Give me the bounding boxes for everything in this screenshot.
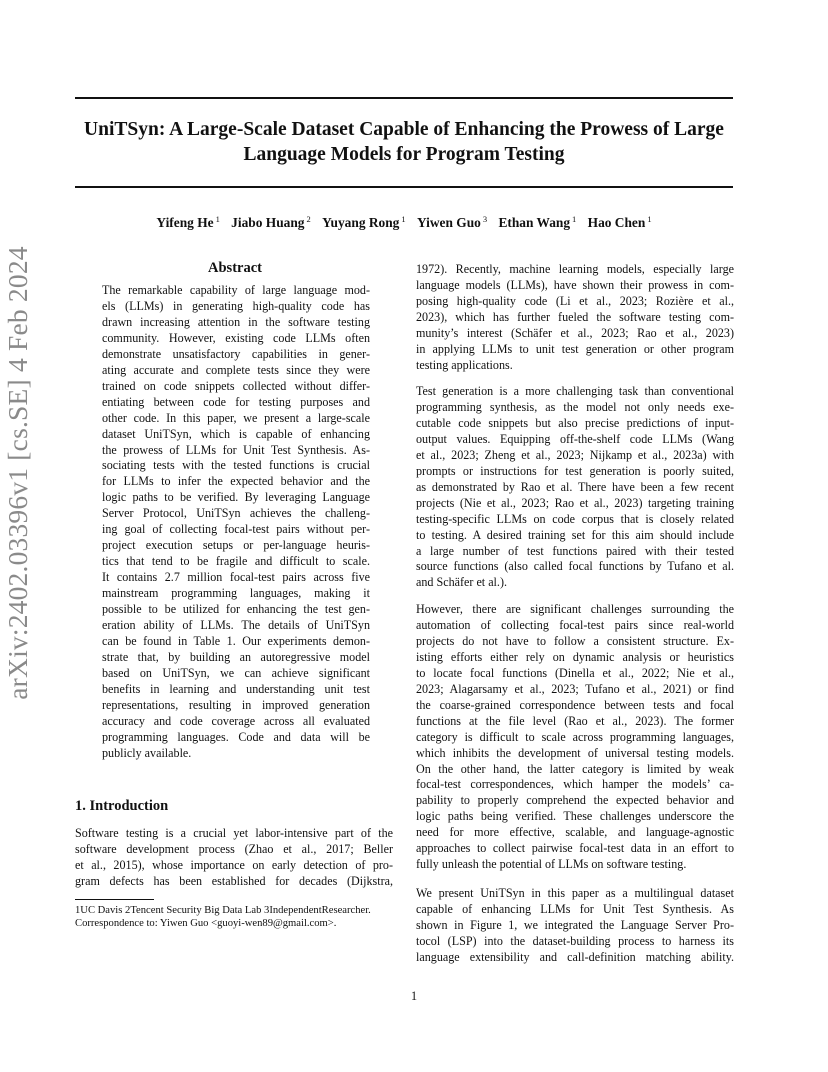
author-list xyxy=(75,214,733,231)
text-line: strate that, by building an autoregressive model xyxy=(102,649,370,664)
text-line: other code. In this paper, we present a large-scale xyxy=(102,410,370,425)
text-line: et al., 2023; Zheng et al., 2023; Nijkamp et al., 2023a) with xyxy=(416,447,734,462)
text-line: representations, resulting in improved generation xyxy=(102,697,370,712)
text-line: The remarkable capability of large language mod- xyxy=(102,283,370,297)
intro-paragraph-4 xyxy=(416,886,734,966)
text-line: logic paths to be verified. By leveraging Language xyxy=(102,490,370,505)
text-line: wen89@gmail.com>. xyxy=(244,918,337,930)
intro-paragraph-2 xyxy=(416,384,734,591)
author: Yiwen Guo $^3$ xyxy=(416,214,488,230)
text-line: testing-specific LLMs on code corpus that is closely related xyxy=(416,511,734,526)
text-line: gram defects has been established for decades (Dijkstra, xyxy=(75,873,393,888)
text-line: category is difficult to scale across programming languages, xyxy=(416,729,734,744)
text-line: ing goal of collecting focal-test pairs without per- xyxy=(102,522,370,537)
text-line: It contains 2.7 million focal-test pairs across five xyxy=(102,570,370,585)
text-line: entiating between code for testing purposes and xyxy=(102,394,370,409)
text-line: On the other hand, the latter category is limited by weak xyxy=(416,761,734,776)
text-line: Test generation is a more challenging task than conventional xyxy=(416,384,734,398)
author: Hao Chen $^1$ xyxy=(587,214,652,230)
text-line: benefits in learning and understanding unit test xyxy=(102,681,370,696)
title-line-1: UniTSyn: A Large-Scale Dataset Capable of Enhancing the Prowess of Large xyxy=(84,119,724,140)
text-line: tics that tend to be fragile and difficult to scale. xyxy=(102,554,370,569)
text-line: cutable code snippets but also precise predictions of input- xyxy=(416,415,734,430)
text-line: Researcher. Correspondence to: Yiwen Guo <guoyi- xyxy=(75,905,371,930)
text-line: Software testing is a crucial yet labor-intensive part of the xyxy=(75,826,393,840)
text-line: testing applications. xyxy=(416,357,513,372)
abstract-body xyxy=(102,283,370,762)
text-line: for LLMs to infer the expected behavior and the xyxy=(102,474,370,489)
text-line: pability to properly comprehend the expected behavior and xyxy=(416,793,734,808)
text-line: demonstrate unsatisfactory capabilities in gener- xyxy=(102,346,370,361)
text-line: Server Protocol, UniTSyn achieves the challeng- xyxy=(102,506,370,521)
text-line: isting efforts either rely on dynamic analysis or heuristics xyxy=(416,649,734,664)
text-line: posing high-quality code (Li et al., 2023; Rozière et al., xyxy=(416,293,734,308)
text-line: can be found in Table 1. Our experiments demon- xyxy=(102,633,370,648)
title-line-2: Language Models for Program Testing xyxy=(243,144,565,165)
text-line: trained on code snippets collected without differ- xyxy=(102,378,370,393)
text-line: language models (LLMs), have shown their prowess in com- xyxy=(416,277,734,292)
text-line: source functions (also called focal functions by Tufano et al. xyxy=(416,559,734,574)
text-line: munity’s interest (Schäfer et al., 2023; Rao et al., 2023) xyxy=(416,325,734,340)
text-line: fully unleash the potential of LLMs on software testing. xyxy=(416,857,687,872)
intro-paragraph-1-cont xyxy=(416,262,734,374)
text-line: community. However, existing code LLMs often xyxy=(102,330,370,345)
section-heading-introduction: 1. Introduction xyxy=(75,798,169,814)
text-line: els (LLMs) in generating high-quality code has xyxy=(102,298,370,313)
text-line: based on UniTSyn, we can achieve significant xyxy=(102,665,370,680)
text-line: the prowess of LLMs for Unit Test Synthesis. As- xyxy=(102,442,370,457)
text-line: ating accurate and complete tests since they were xyxy=(102,362,370,377)
text-line: in applying LLMs to unit test generation or other program xyxy=(416,341,734,356)
text-line: However, there are significant challenges surrounding the xyxy=(416,602,734,616)
text-line: and Schäfer et al.). xyxy=(416,575,507,590)
footnote xyxy=(75,904,393,931)
text-line: a large number of test functions paired with their tested xyxy=(416,543,734,558)
text-line: tocol (LSP) into the dataset-building process to harness its xyxy=(416,933,734,948)
text-line: projects do not have to follow a consistent structure. Ex- xyxy=(416,633,734,648)
text-line: 1972). Recently, machine learning models, especially large xyxy=(416,262,734,276)
text-line: possible to be utilized for enhancing the test gen- xyxy=(102,602,370,617)
text-line: focal-test correspondences, which hamper the models’ ca- xyxy=(416,777,734,792)
text-line: need for more effective, scalable, and language-agnostic xyxy=(416,825,734,840)
abstract-heading: Abstract xyxy=(208,260,262,276)
intro-paragraph-1 xyxy=(75,826,393,890)
text-line: eration ability of LLMs. The details of UniTSyn xyxy=(102,618,370,633)
text-line: to testing. A desired training set for this aim should include xyxy=(416,527,734,542)
text-line: sociating tests with the tested functions is crucial xyxy=(102,458,370,473)
text-line: the coarse-grained correspondence between tests and focal xyxy=(416,697,734,712)
text-line: 1UC Davis 2Tencent Security Big Data Lab 3Independent xyxy=(75,905,322,916)
text-line: shown in Figure 1, we integrated the Language Server Pro- xyxy=(416,917,734,932)
title-top-rule xyxy=(75,97,733,99)
intro-paragraph-3 xyxy=(416,602,734,873)
text-line: approaches to collect pairwise focal-test data in an effort to xyxy=(416,841,734,856)
author: Yifeng He $^1$ xyxy=(156,214,220,230)
text-line: which inhibits the development of universal testing models. xyxy=(416,745,734,760)
text-line: programming languages. Code and data will be xyxy=(102,729,370,744)
text-line: We present UniTSyn in this paper as a multilingual dataset xyxy=(416,886,734,900)
text-line: as demonstrated by Rao et al. There have been a few recent xyxy=(416,479,734,494)
text-line: to locate focal functions (Dinella et al., 2022; Nie et al., xyxy=(416,665,734,680)
footnote-rule xyxy=(75,899,154,900)
text-line: project execution setups or per-language heuris- xyxy=(102,538,370,553)
paper-title xyxy=(75,117,733,167)
text-line: accuracy and code coverage across all evaluated xyxy=(102,713,370,728)
text-line: projects (Nie et al., 2023; Rao et al., 2023) targeting training xyxy=(416,495,734,510)
text-line: software development process (Zhao et al., 2017; Beller xyxy=(75,841,393,856)
text-line: prompts or instructions for test generation is poorly suited, xyxy=(416,463,734,478)
text-line: output values. Equipping off-the-shelf code LLMs (Wang xyxy=(416,431,734,446)
text-line: drawn increasing attention in the software testing xyxy=(102,314,370,329)
text-line: dataset UniTSyn, which is capable of enhancing xyxy=(102,426,370,441)
author: Jiabo Huang $^2$ xyxy=(231,214,311,230)
text-line: et al., 2015), whose importance on early detection of pro- xyxy=(75,857,393,872)
text-line: programming synthesis, as the model not only needs exe- xyxy=(416,399,734,414)
text-line: automation of collecting focal-test pairs since real-world xyxy=(416,617,734,632)
text-line: capable of enhancing LLMs for Unit Test Synthesis. As xyxy=(416,901,734,916)
text-line: functions at the file level (Rao et al., 2023). The former xyxy=(416,713,734,728)
text-line: language extensibility and call-definition matching ability. xyxy=(416,949,734,964)
title-bottom-rule xyxy=(75,186,733,188)
author: Yuyang Rong $^1$ xyxy=(322,214,406,230)
page-number: 1 xyxy=(410,989,418,1003)
text-line: 2023; Alagarsamy et al., 2023; Tufano et al., 2021) or find xyxy=(416,681,734,696)
text-line: logic paths being verified. These challenges underscore the xyxy=(416,809,734,824)
text-line: publicly available. xyxy=(102,745,192,760)
text-line: 2023), which has further fueled the software testing com- xyxy=(416,309,734,324)
author: Ethan Wang $^1$ xyxy=(498,214,577,230)
text-line: mainstream programming languages, making it xyxy=(102,586,370,601)
